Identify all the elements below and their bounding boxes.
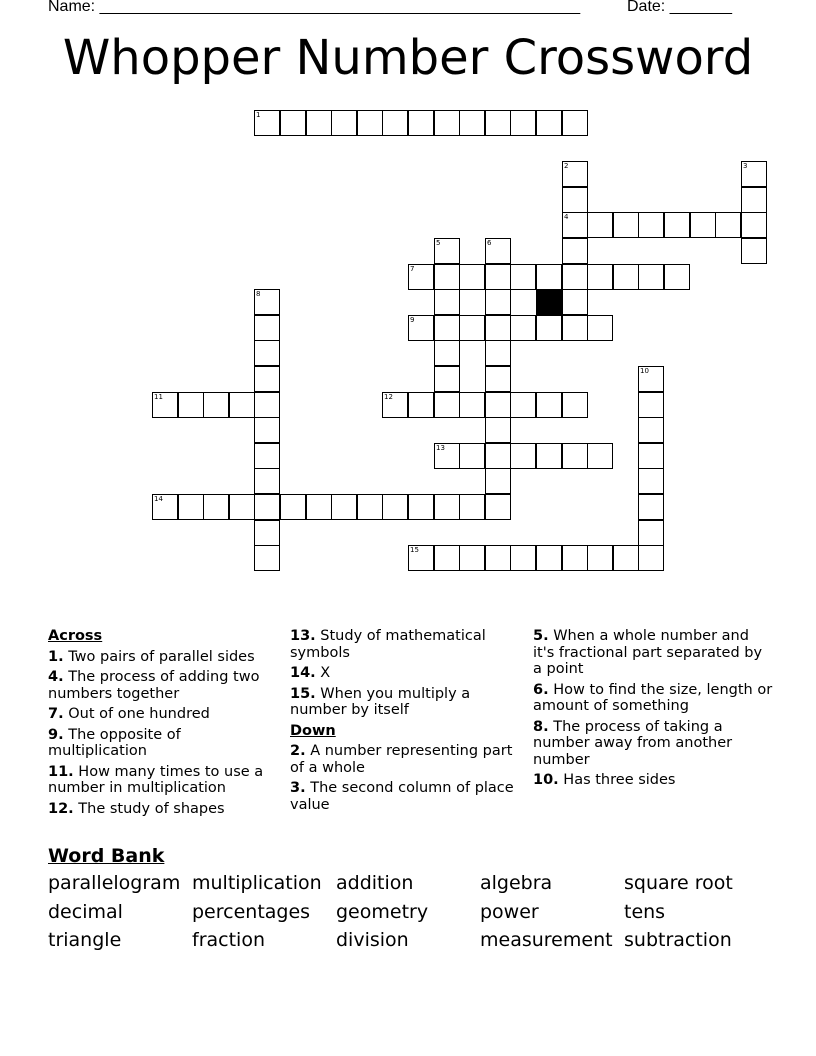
grid-cell[interactable] <box>638 443 664 469</box>
grid-cell[interactable] <box>434 392 460 418</box>
grid-cell[interactable] <box>638 417 664 443</box>
grid-cell[interactable] <box>254 366 280 392</box>
word-bank-word: division <box>336 929 409 951</box>
date-field[interactable]: Date: _______ <box>627 0 732 15</box>
word-bank-word: fraction <box>192 929 265 951</box>
grid-cell[interactable] <box>510 264 536 290</box>
grid-cell[interactable] <box>587 264 613 290</box>
grid-cell[interactable] <box>510 443 536 469</box>
word-bank-word: triangle <box>48 929 122 951</box>
grid-cell[interactable] <box>434 264 460 290</box>
clues-column-1 <box>48 628 280 821</box>
clue-number: 4 <box>564 213 569 221</box>
grid-cell[interactable] <box>459 494 485 520</box>
grid-cell[interactable] <box>741 161 767 187</box>
grid-cell[interactable] <box>203 392 229 418</box>
word-bank-word: measurement <box>480 929 613 951</box>
grid-cell[interactable] <box>562 187 588 213</box>
grid-cell[interactable] <box>459 264 485 290</box>
clue-number: 7 <box>410 265 415 273</box>
grid-cell[interactable] <box>434 110 460 136</box>
grid-cell[interactable] <box>459 315 485 341</box>
grid-cell[interactable] <box>536 392 562 418</box>
clue-number: 9 <box>410 316 415 324</box>
grid-cell[interactable] <box>178 494 204 520</box>
grid-cell[interactable] <box>459 443 485 469</box>
grid-cell[interactable] <box>434 315 460 341</box>
grid-cell[interactable] <box>587 443 613 469</box>
grid-cell[interactable] <box>690 212 716 238</box>
clue-across-9: 9. The opposite of multiplication <box>48 726 181 759</box>
grid-cell[interactable] <box>638 545 664 571</box>
grid-cell[interactable] <box>485 289 511 315</box>
clue-number: 3 <box>743 162 748 170</box>
grid-cell[interactable] <box>485 238 511 264</box>
grid-cell[interactable] <box>536 315 562 341</box>
grid-cell[interactable] <box>485 545 511 571</box>
word-bank-word: square root <box>624 872 733 894</box>
grid-cell[interactable] <box>638 494 664 520</box>
grid-cell[interactable] <box>485 443 511 469</box>
grid-cell[interactable] <box>485 315 511 341</box>
grid-cell[interactable] <box>254 520 280 546</box>
word-bank-word: multiplication <box>192 872 322 894</box>
grid-cell[interactable] <box>587 315 613 341</box>
grid-cell[interactable] <box>510 110 536 136</box>
clue-down-3: 3. The second column of place value <box>290 780 514 813</box>
grid-cell[interactable] <box>254 110 280 136</box>
clue-number: 13 <box>436 444 445 452</box>
word-bank-word: algebra <box>480 872 553 894</box>
grid-cell[interactable] <box>459 545 485 571</box>
grid-cell[interactable] <box>664 264 690 290</box>
clue-across-1: 1. Two pairs of parallel sides <box>48 648 255 665</box>
grid-cell[interactable] <box>562 161 588 187</box>
grid-cell[interactable] <box>485 340 511 366</box>
grid-cell[interactable] <box>536 443 562 469</box>
grid-cell[interactable] <box>152 494 178 520</box>
grid-cell[interactable] <box>357 110 383 136</box>
grid-cell[interactable] <box>536 264 562 290</box>
grid-cell[interactable] <box>664 212 690 238</box>
page-title: Whopper Number Crossword <box>62 30 754 86</box>
grid-cell[interactable] <box>510 315 536 341</box>
clue-number: 11 <box>154 393 163 401</box>
grid-cell[interactable] <box>741 187 767 213</box>
grid-cell[interactable] <box>331 494 357 520</box>
grid-cell[interactable] <box>587 545 613 571</box>
grid-cell[interactable] <box>562 315 588 341</box>
down-heading: Down <box>290 722 336 739</box>
name-field[interactable]: Name: ______________________________________________________ <box>48 0 581 15</box>
word-bank-word: addition <box>336 872 414 894</box>
grid-cell[interactable] <box>152 392 178 418</box>
grid-cell[interactable] <box>485 417 511 443</box>
clue-across-15: 15. When you multiply a number by itself <box>290 685 471 718</box>
grid-cell[interactable] <box>562 264 588 290</box>
black-cell <box>536 289 562 315</box>
grid-cell[interactable] <box>562 110 588 136</box>
grid-cell[interactable] <box>613 264 639 290</box>
grid-cell[interactable] <box>434 289 460 315</box>
grid-cell[interactable] <box>638 520 664 546</box>
grid-cell[interactable] <box>203 494 229 520</box>
clue-number: 8 <box>256 290 261 298</box>
clue-across-7: 7. Out of one hundred <box>48 706 210 722</box>
clue-number: 1 <box>256 111 261 119</box>
clue-across-4: 4. The process of adding two numbers together <box>48 669 260 702</box>
clue-number: 10 <box>640 367 649 375</box>
grid-cell[interactable] <box>485 392 511 418</box>
grid-cell[interactable] <box>434 545 460 571</box>
clues-column-2 <box>290 628 522 817</box>
grid-cell[interactable] <box>715 212 741 238</box>
grid-cell[interactable] <box>178 392 204 418</box>
grid-cell[interactable] <box>254 340 280 366</box>
grid-cell[interactable] <box>280 494 306 520</box>
grid-cell[interactable] <box>306 494 332 520</box>
grid-cell[interactable] <box>408 315 434 341</box>
grid-cell[interactable] <box>562 392 588 418</box>
clue-across-11: 11. How many times to use a number in multiplication <box>48 763 264 796</box>
grid-cell[interactable] <box>229 392 255 418</box>
grid-cell[interactable] <box>638 264 664 290</box>
grid-cell[interactable] <box>562 545 588 571</box>
clue-down-2: 2. A number representing part of a whole <box>290 743 513 776</box>
grid-cell[interactable] <box>434 366 460 392</box>
grid-cell[interactable] <box>638 212 664 238</box>
grid-cell[interactable] <box>536 545 562 571</box>
clue-number: 5 <box>436 239 441 247</box>
word-bank-word: parallelogram <box>48 872 181 894</box>
clue-across-14: 14. X <box>290 665 331 681</box>
clue-down-6: 6. How to find the size, length or amount of something <box>533 681 773 714</box>
grid-cell[interactable] <box>613 212 639 238</box>
grid-cell[interactable] <box>306 110 332 136</box>
grid-cell[interactable] <box>408 494 434 520</box>
clue-across-13: 13. Study of mathematical symbols <box>290 628 486 661</box>
grid-cell[interactable] <box>434 238 460 264</box>
grid-cell[interactable] <box>254 289 280 315</box>
grid-cell[interactable] <box>254 545 280 571</box>
clue-number: 2 <box>564 162 569 170</box>
grid-cell[interactable] <box>562 289 588 315</box>
grid-cell[interactable] <box>638 392 664 418</box>
grid-cell[interactable] <box>408 264 434 290</box>
grid-cell[interactable] <box>229 494 255 520</box>
grid-cell[interactable] <box>536 110 562 136</box>
grid-cell[interactable] <box>510 392 536 418</box>
grid-cell[interactable] <box>280 110 306 136</box>
grid-cell[interactable] <box>485 494 511 520</box>
word-bank-word: geometry <box>336 901 429 923</box>
grid-cell[interactable] <box>459 110 485 136</box>
clues-column-3 <box>533 628 773 793</box>
word-bank-word: decimal <box>48 901 123 923</box>
grid-cell[interactable] <box>331 110 357 136</box>
grid-cell[interactable] <box>382 494 408 520</box>
clue-number: 14 <box>154 495 163 503</box>
clue-number: 6 <box>487 239 492 247</box>
clue-number: 12 <box>384 393 393 401</box>
grid-cell[interactable] <box>434 494 460 520</box>
clue-across-12: 12. The study of shapes <box>48 800 225 817</box>
grid-cell[interactable] <box>254 315 280 341</box>
across-heading: Across <box>48 628 103 644</box>
word-bank-word: power <box>480 901 539 923</box>
grid-cell[interactable] <box>254 443 280 469</box>
grid-cell[interactable] <box>382 110 408 136</box>
grid-cell[interactable] <box>741 212 767 238</box>
grid-cell[interactable] <box>510 545 536 571</box>
clue-down-8: 8. The process of taking a number away from another number <box>533 718 733 768</box>
clue-down-5: 5. When a whole number and it's fractional part separated by a point <box>533 628 763 677</box>
word-bank-word: percentages <box>192 901 311 923</box>
grid-cell[interactable] <box>382 392 408 418</box>
grid-cell[interactable] <box>254 417 280 443</box>
grid-cell[interactable] <box>587 212 613 238</box>
grid-cell[interactable] <box>638 366 664 392</box>
grid-cell[interactable] <box>434 340 460 366</box>
grid-cell[interactable] <box>485 264 511 290</box>
grid-cell[interactable] <box>638 468 664 494</box>
grid-cell[interactable] <box>741 238 767 264</box>
word-bank-title: Word Bank <box>48 845 165 867</box>
grid-cell[interactable] <box>254 494 280 520</box>
grid-cell[interactable] <box>485 110 511 136</box>
grid-cell[interactable] <box>562 443 588 469</box>
grid-cell[interactable] <box>408 392 434 418</box>
grid-cell[interactable] <box>254 392 280 418</box>
grid-cell[interactable] <box>357 494 383 520</box>
word-bank-word: subtraction <box>624 929 732 951</box>
grid-cell[interactable] <box>485 468 511 494</box>
grid-cell[interactable] <box>408 110 434 136</box>
grid-cell[interactable] <box>254 468 280 494</box>
grid-cell[interactable] <box>562 212 588 238</box>
grid-cell[interactable] <box>613 545 639 571</box>
clue-number: 15 <box>410 546 419 554</box>
grid-cell[interactable] <box>562 238 588 264</box>
grid-cell[interactable] <box>485 366 511 392</box>
word-bank-word: tens <box>624 901 666 923</box>
grid-cell[interactable] <box>459 392 485 418</box>
clue-down-10: 10. Has three sides <box>533 772 676 788</box>
grid-cell[interactable] <box>434 443 460 469</box>
grid-cell[interactable] <box>408 545 434 571</box>
